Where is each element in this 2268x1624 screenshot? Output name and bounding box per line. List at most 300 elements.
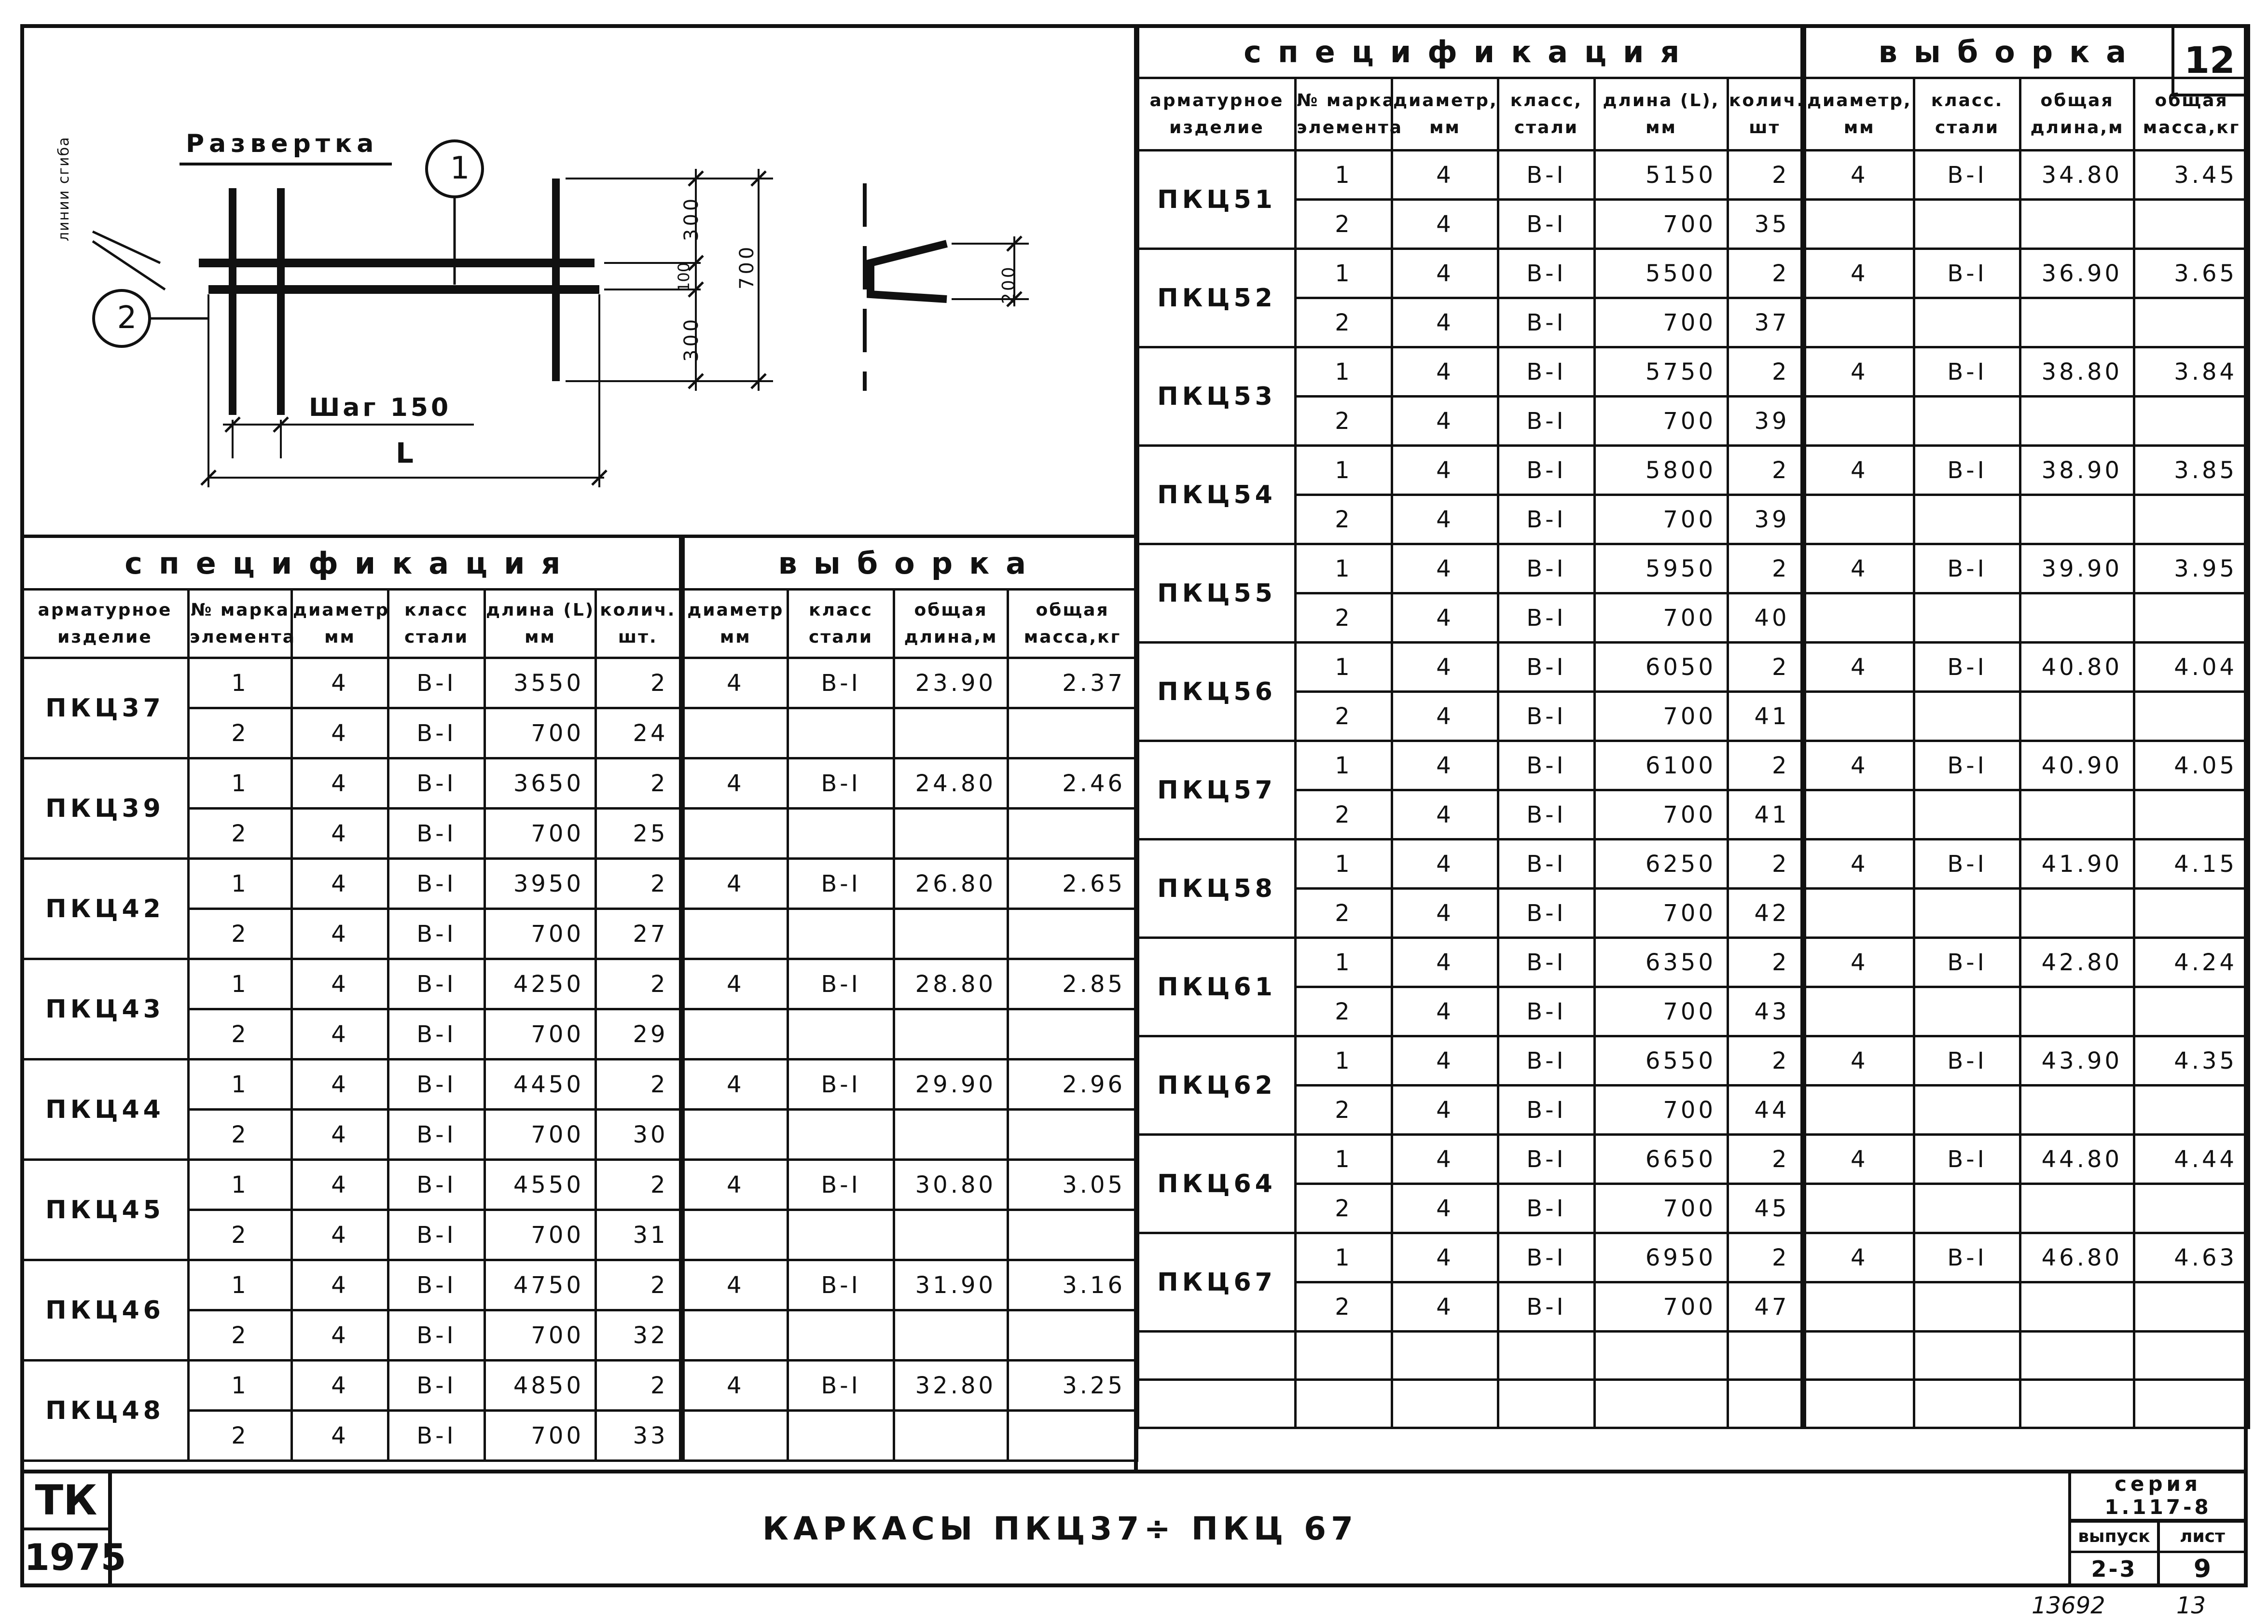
sel-length-cell	[894, 809, 1008, 859]
length-cell: 700	[485, 1310, 596, 1361]
sel-class-cell	[1914, 987, 2020, 1036]
length-cell: 6250	[1595, 840, 1728, 889]
length-cell: 700	[485, 708, 596, 758]
diameter-cell: 4	[292, 909, 388, 959]
length-cell: 5150	[1595, 151, 1728, 200]
mark-cell: 1	[189, 859, 292, 909]
diameter-cell: 4	[1392, 643, 1498, 692]
sel-class-cell: В-I	[1914, 840, 2020, 889]
diameter-cell: 4	[1392, 593, 1498, 643]
sel-length-cell	[2020, 790, 2134, 840]
table-row	[1138, 446, 2249, 495]
step-label: Шаг 150	[309, 393, 452, 422]
sel-diameter-cell	[682, 1110, 788, 1160]
sel-length-cell: 43.90	[2020, 1036, 2134, 1086]
sel-class-cell	[1914, 298, 2020, 347]
item-name: ПКЦ43	[22, 959, 189, 1060]
qty-cell: 41	[1728, 692, 1803, 741]
sel-diameter-cell	[1803, 889, 1914, 938]
class-cell: В-I	[1498, 249, 1595, 298]
sel-length-cell	[2020, 987, 2134, 1036]
frame-drawing	[20, 24, 1130, 536]
length-cell: 700	[485, 1009, 596, 1060]
table-row	[22, 1310, 1137, 1361]
sel-length-cell	[2020, 1282, 2134, 1332]
table-row	[22, 1210, 1137, 1260]
qty-cell: 40	[1728, 593, 1803, 643]
left-table-body	[22, 658, 1137, 1461]
item-name: ПКЦ39	[22, 758, 189, 859]
sel-length-cell: 39.90	[2020, 544, 2134, 593]
sel-mass-cell: 2.37	[1008, 658, 1137, 708]
mark-cell: 1	[189, 959, 292, 1009]
sel-mass-cell	[2134, 495, 2249, 544]
length-cell: 3650	[485, 758, 596, 809]
sel-class-cell: В-I	[1914, 1135, 2020, 1184]
sel-length-cell: 32.80	[894, 1361, 1008, 1411]
sel-diameter-cell	[682, 708, 788, 758]
class-cell: В-I	[388, 859, 485, 909]
table-row	[22, 1260, 1137, 1310]
diameter-cell: 4	[292, 1110, 388, 1160]
sel-mass-cell	[1008, 1009, 1137, 1060]
table-row	[1138, 200, 2249, 249]
sel-diameter-cell	[1803, 987, 1914, 1036]
dim-700: 700	[736, 244, 758, 289]
mark-cell: 1	[1296, 347, 1392, 397]
sel-length-cell: 28.80	[894, 959, 1008, 1009]
diameter-cell: 4	[292, 708, 388, 758]
length-cell: 6100	[1595, 741, 1728, 790]
diameter-cell: 4	[292, 1361, 388, 1411]
left-head-sel-length: общая длина,м	[894, 590, 1008, 658]
sel-length-cell: 46.80	[2020, 1233, 2134, 1282]
table-row	[1138, 889, 2249, 938]
archive-number: 13692	[2032, 1592, 2105, 1619]
length-cell: 700	[1595, 593, 1728, 643]
sel-diameter-cell: 4	[1803, 840, 1914, 889]
class-cell: В-I	[388, 1160, 485, 1210]
sel-mass-cell: 4.35	[2134, 1036, 2249, 1086]
table-row	[22, 1060, 1137, 1110]
class-cell: В-I	[388, 1310, 485, 1361]
diameter-cell: 4	[292, 1210, 388, 1260]
sheet-box	[2157, 1520, 2248, 1587]
sel-mass-cell	[2134, 790, 2249, 840]
right-head-sel-mass: общая масса,кг	[2134, 78, 2249, 151]
length-cell: 6050	[1595, 643, 1728, 692]
table-row	[1138, 938, 2249, 987]
left-head-item: арматурное изделие	[22, 590, 189, 658]
left-spec-title: спецификация	[22, 537, 682, 590]
length-cell: 6350	[1595, 938, 1728, 987]
sel-mass-cell	[2134, 298, 2249, 347]
sel-mass-cell	[1008, 1411, 1137, 1461]
class-cell: В-I	[388, 909, 485, 959]
item-name: ПКЦ56	[1138, 643, 1296, 741]
length-cell: 700	[485, 1110, 596, 1160]
sel-mass-cell: 3.05	[1008, 1160, 1137, 1210]
sel-class-cell: В-I	[788, 1361, 894, 1411]
diameter-cell: 4	[1392, 1233, 1498, 1282]
mark-cell: 1	[189, 658, 292, 708]
mark-cell: 2	[189, 708, 292, 758]
diameter-cell: 4	[1392, 1184, 1498, 1233]
right-head-sel-length: общая длина,м	[2020, 78, 2134, 151]
diameter-cell: 4	[292, 1310, 388, 1361]
sel-diameter-cell	[1803, 1086, 1914, 1135]
sel-class-cell	[788, 1009, 894, 1060]
sel-class-cell: В-I	[788, 1160, 894, 1210]
diameter-cell: 4	[292, 1009, 388, 1060]
sel-diameter-cell	[1803, 790, 1914, 840]
length-cell: 4250	[485, 959, 596, 1009]
sel-diameter-cell	[1803, 1184, 1914, 1233]
sel-length-cell	[894, 1210, 1008, 1260]
empty-row	[1138, 1332, 2249, 1380]
diameter-cell: 4	[1392, 938, 1498, 987]
mark-cell: 1	[189, 1160, 292, 1210]
table-row	[1138, 741, 2249, 790]
table-row	[22, 1009, 1137, 1060]
sel-length-cell: 44.80	[2020, 1135, 2134, 1184]
qty-cell: 2	[1728, 840, 1803, 889]
mark-cell: 2	[189, 809, 292, 859]
sel-length-cell: 24.80	[894, 758, 1008, 809]
sel-class-cell	[788, 1310, 894, 1361]
table-row	[22, 909, 1137, 959]
sel-mass-cell: 3.84	[2134, 347, 2249, 397]
issue-label: выпуск	[2071, 1523, 2157, 1553]
class-cell: В-I	[1498, 938, 1595, 987]
qty-cell: 24	[596, 708, 682, 758]
class-cell: В-I	[1498, 889, 1595, 938]
sel-length-cell: 31.90	[894, 1260, 1008, 1310]
table-row	[1138, 1233, 2249, 1282]
sel-class-cell	[1914, 889, 2020, 938]
table-row	[1138, 249, 2249, 298]
unfolded-view-title: Развертка	[186, 129, 379, 158]
class-cell: В-I	[1498, 446, 1595, 495]
qty-cell: 45	[1728, 1184, 1803, 1233]
sel-class-cell	[1914, 1282, 2020, 1332]
sel-mass-cell: 3.45	[2134, 151, 2249, 200]
table-row	[1138, 840, 2249, 889]
sel-mass-cell: 4.15	[2134, 840, 2249, 889]
length-cell: 5950	[1595, 544, 1728, 593]
sel-class-cell	[1914, 200, 2020, 249]
sel-class-cell: В-I	[788, 859, 894, 909]
sel-length-cell: 40.80	[2020, 643, 2134, 692]
item-name: ПКЦ46	[22, 1260, 189, 1361]
length-cell: 700	[485, 1210, 596, 1260]
sel-class-cell: В-I	[1914, 741, 2020, 790]
right-head-class: класс, стали	[1498, 78, 1595, 151]
diameter-cell: 4	[1392, 840, 1498, 889]
qty-cell: 33	[596, 1411, 682, 1461]
diameter-cell: 4	[1392, 987, 1498, 1036]
sheet-label: лист	[2160, 1523, 2245, 1553]
sel-mass-cell	[1008, 909, 1137, 959]
diameter-cell: 4	[1392, 889, 1498, 938]
diameter-cell: 4	[1392, 347, 1498, 397]
table-row	[1138, 495, 2249, 544]
sel-diameter-cell	[682, 809, 788, 859]
mark-cell: 1	[1296, 249, 1392, 298]
qty-cell: 2	[596, 758, 682, 809]
dim-300-top: 300	[680, 195, 703, 241]
right-spec-table	[1137, 24, 2250, 1429]
sheet-title: КАРКАСЫ ПКЦ37÷ ПКЦ 67	[762, 1510, 1358, 1547]
diameter-cell: 4	[1392, 397, 1498, 446]
right-head-sel-class: класс. стали	[1914, 78, 2020, 151]
sel-diameter-cell	[682, 909, 788, 959]
table-row	[1138, 790, 2249, 840]
sel-mass-cell: 4.24	[2134, 938, 2249, 987]
length-cell: 6950	[1595, 1233, 1728, 1282]
sel-diameter-cell: 4	[682, 1361, 788, 1411]
mark-cell: 2	[1296, 298, 1392, 347]
class-cell: В-I	[388, 1110, 485, 1160]
sel-mass-cell: 4.63	[2134, 1233, 2249, 1282]
left-head-sel-mass: общая масса,кг	[1008, 590, 1137, 658]
sel-diameter-cell: 4	[682, 758, 788, 809]
sel-mass-cell: 2.96	[1008, 1060, 1137, 1110]
length-cell: 700	[1595, 790, 1728, 840]
right-head-sel-diam: диаметр, мм	[1803, 78, 1914, 151]
sel-class-cell: В-I	[788, 758, 894, 809]
item-name: ПКЦ51	[1138, 151, 1296, 249]
qty-cell: 2	[596, 1060, 682, 1110]
qty-cell: 2	[1728, 938, 1803, 987]
sel-mass-cell: 4.44	[2134, 1135, 2249, 1184]
sel-mass-cell: 4.05	[2134, 741, 2249, 790]
sel-length-cell: 38.90	[2020, 446, 2134, 495]
mark-cell: 1	[1296, 1036, 1392, 1086]
sel-diameter-cell: 4	[1803, 1135, 1914, 1184]
qty-cell: 44	[1728, 1086, 1803, 1135]
length-cell: 700	[1595, 397, 1728, 446]
sel-class-cell: В-I	[1914, 1233, 2020, 1282]
sel-mass-cell: 2.85	[1008, 959, 1137, 1009]
sel-class-cell: В-I	[788, 1060, 894, 1110]
diameter-cell: 4	[292, 758, 388, 809]
mark-cell: 2	[189, 1210, 292, 1260]
mark-cell: 1	[1296, 1135, 1392, 1184]
right-head-diam: диаметр, мм	[1392, 78, 1498, 151]
item-name: ПКЦ44	[22, 1060, 189, 1160]
diameter-cell: 4	[292, 1160, 388, 1210]
sheet-value: 9	[2193, 1555, 2212, 1583]
class-cell: В-I	[388, 1260, 485, 1310]
left-spec-table	[20, 536, 1138, 1462]
sel-diameter-cell: 4	[1803, 938, 1914, 987]
class-cell: В-I	[388, 708, 485, 758]
sel-mass-cell	[2134, 200, 2249, 249]
sel-diameter-cell: 4	[682, 1060, 788, 1110]
mark-cell: 2	[1296, 1184, 1392, 1233]
sel-class-cell: В-I	[1914, 249, 2020, 298]
qty-cell: 2	[1728, 151, 1803, 200]
qty-cell: 2	[596, 1361, 682, 1411]
sel-diameter-cell	[1803, 692, 1914, 741]
qty-cell: 39	[1728, 495, 1803, 544]
dim-300-bottom: 300	[680, 316, 703, 362]
series-label: серия	[2115, 1472, 2201, 1496]
mark-cell: 1	[189, 1260, 292, 1310]
sel-diameter-cell	[682, 1009, 788, 1060]
sel-mass-cell: 2.65	[1008, 859, 1137, 909]
sel-class-cell	[788, 708, 894, 758]
length-cell: 700	[1595, 889, 1728, 938]
sel-length-cell: 23.90	[894, 658, 1008, 708]
mark-cell: 1	[1296, 643, 1392, 692]
item-name: ПКЦ58	[1138, 840, 1296, 938]
sel-class-cell: В-I	[788, 959, 894, 1009]
sel-length-cell	[894, 1310, 1008, 1361]
sel-diameter-cell: 4	[1803, 544, 1914, 593]
sel-mass-cell	[2134, 987, 2249, 1036]
right-head-mark: № марка элемента	[1296, 78, 1392, 151]
item-name: ПКЦ64	[1138, 1135, 1296, 1233]
class-cell: В-I	[1498, 593, 1595, 643]
qty-cell: 2	[596, 1160, 682, 1210]
qty-cell: 39	[1728, 397, 1803, 446]
length-cell: 700	[1595, 987, 1728, 1036]
sel-class-cell: В-I	[1914, 1036, 2020, 1086]
mark-cell: 1	[1296, 1233, 1392, 1282]
mark-cell: 2	[1296, 889, 1392, 938]
org-year: 1975	[24, 1536, 126, 1579]
diameter-cell: 4	[1392, 1036, 1498, 1086]
series-value: 1.117-8	[2104, 1495, 2212, 1519]
sel-mass-cell	[2134, 1184, 2249, 1233]
table-row	[1138, 347, 2249, 397]
diameter-cell: 4	[1392, 495, 1498, 544]
sel-diameter-cell: 4	[682, 1160, 788, 1210]
length-cell: 5800	[1595, 446, 1728, 495]
mark-cell: 2	[1296, 987, 1392, 1036]
item-name: ПКЦ52	[1138, 249, 1296, 347]
sel-class-cell: В-I	[1914, 643, 2020, 692]
item-name: ПКЦ62	[1138, 1036, 1296, 1135]
sel-mass-cell	[2134, 1086, 2249, 1135]
diameter-cell: 4	[1392, 790, 1498, 840]
sel-length-cell	[2020, 298, 2134, 347]
length-cell: 700	[485, 809, 596, 859]
class-cell: В-I	[1498, 544, 1595, 593]
bend-lines-label: линии сгиба	[55, 136, 72, 241]
table-row	[22, 1361, 1137, 1411]
mark-cell: 1	[1296, 446, 1392, 495]
class-cell: В-I	[1498, 692, 1595, 741]
class-cell: В-I	[1498, 643, 1595, 692]
sel-length-cell	[2020, 495, 2134, 544]
diameter-cell: 4	[1392, 741, 1498, 790]
class-cell: В-I	[1498, 1184, 1595, 1233]
mark-cell: 1	[1296, 544, 1392, 593]
org-code: ТК	[24, 1473, 108, 1530]
sel-length-cell: 38.80	[2020, 347, 2134, 397]
qty-cell: 2	[1728, 544, 1803, 593]
length-cell: 700	[485, 1411, 596, 1461]
sel-length-cell: 40.90	[2020, 741, 2134, 790]
marker-2: 2	[117, 300, 137, 336]
qty-cell: 2	[1728, 347, 1803, 397]
sel-diameter-cell: 4	[682, 658, 788, 708]
issue-box	[2068, 1520, 2160, 1587]
mark-cell: 1	[1296, 151, 1392, 200]
sel-mass-cell	[1008, 809, 1137, 859]
qty-cell: 30	[596, 1110, 682, 1160]
diameter-cell: 4	[1392, 151, 1498, 200]
sel-diameter-cell: 4	[682, 1260, 788, 1310]
sel-mass-cell	[2134, 1282, 2249, 1332]
sel-mass-cell	[1008, 1210, 1137, 1260]
sel-diameter-cell: 4	[1803, 1233, 1914, 1282]
diameter-cell: 4	[1392, 544, 1498, 593]
mark-cell: 2	[189, 1110, 292, 1160]
length-cell: 700	[1595, 1184, 1728, 1233]
sel-class-cell: В-I	[1914, 544, 2020, 593]
title-block-top-border	[20, 1470, 2248, 1473]
diameter-cell: 4	[1392, 1135, 1498, 1184]
class-cell: В-I	[388, 809, 485, 859]
length-cell: 4450	[485, 1060, 596, 1110]
length-cell: 4850	[485, 1361, 596, 1411]
sel-length-cell: 42.80	[2020, 938, 2134, 987]
sel-length-cell: 30.80	[894, 1160, 1008, 1210]
mark-cell: 2	[1296, 593, 1392, 643]
length-cell: 4550	[485, 1160, 596, 1210]
sel-diameter-cell: 4	[1803, 249, 1914, 298]
sel-length-cell	[894, 708, 1008, 758]
left-select-title: выборка	[682, 537, 1137, 590]
sel-diameter-cell	[1803, 495, 1914, 544]
sel-class-cell	[1914, 1086, 2020, 1135]
class-cell: В-I	[388, 1210, 485, 1260]
item-name: ПКЦ67	[1138, 1233, 1296, 1332]
item-name: ПКЦ57	[1138, 741, 1296, 840]
diameter-cell: 4	[1392, 200, 1498, 249]
series-box	[2068, 1470, 2248, 1522]
sel-class-cell	[788, 1110, 894, 1160]
qty-cell: 29	[596, 1009, 682, 1060]
mark-cell: 2	[1296, 397, 1392, 446]
table-row	[1138, 151, 2249, 200]
sel-mass-cell: 2.46	[1008, 758, 1137, 809]
sel-mass-cell: 3.25	[1008, 1361, 1137, 1411]
sel-diameter-cell	[682, 1411, 788, 1461]
table-row	[22, 658, 1137, 708]
qty-cell: 37	[1728, 298, 1803, 347]
sel-length-cell	[2020, 1086, 2134, 1135]
mark-cell: 1	[1296, 938, 1392, 987]
class-cell: В-I	[388, 758, 485, 809]
item-name: ПКЦ53	[1138, 347, 1296, 446]
qty-cell: 43	[1728, 987, 1803, 1036]
length-cell: 3550	[485, 658, 596, 708]
dim-200: 200	[999, 265, 1019, 304]
mark-cell: 2	[1296, 495, 1392, 544]
right-head-qty: колич. шт	[1728, 78, 1803, 151]
left-head-length: длина (L) мм	[485, 590, 596, 658]
qty-cell: 2	[596, 959, 682, 1009]
right-head-length: длина (L), мм	[1595, 78, 1728, 151]
mark-cell: 1	[1296, 741, 1392, 790]
left-head-sel-class: класс стали	[788, 590, 894, 658]
sel-length-cell: 41.90	[2020, 840, 2134, 889]
